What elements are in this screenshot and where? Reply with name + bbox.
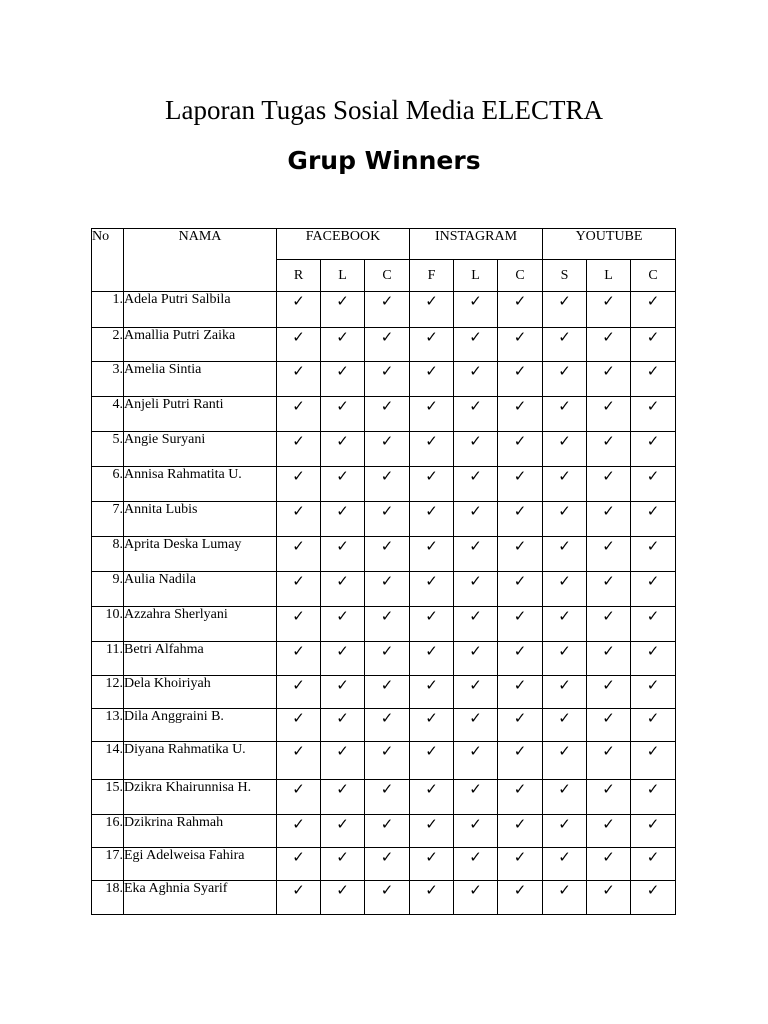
checkmark-icon: ✓ [277,881,321,915]
table-row [92,607,676,642]
row-number: 5. [92,432,124,467]
header-youtube-c: C [631,260,676,292]
checkmark-icon: ✓ [365,362,410,397]
checkmark-icon: ✓ [321,881,365,915]
checkmark-icon: ✓ [365,742,410,780]
checkmark-icon: ✓ [321,537,365,572]
checkmark-icon: ✓ [410,881,454,915]
checkmark-icon: ✓ [587,502,631,537]
header-instagram-c: C [498,260,543,292]
member-name: Betri Alfahma [124,642,277,676]
row-number: 14. [92,742,124,780]
checkmark-icon: ✓ [454,780,498,815]
checkmark-icon: ✓ [454,881,498,915]
checkmark-icon: ✓ [587,607,631,642]
checkmark-icon: ✓ [277,502,321,537]
checkmark-icon: ✓ [454,537,498,572]
checkmark-icon: ✓ [543,815,587,848]
checkmark-icon: ✓ [543,362,587,397]
checkmark-icon: ✓ [454,362,498,397]
table-row [92,502,676,537]
header-facebook-r: R [277,260,321,292]
checkmark-icon: ✓ [365,502,410,537]
checkmark-icon: ✓ [365,709,410,742]
table-row [92,432,676,467]
checkmark-icon: ✓ [321,397,365,432]
checkmark-icon: ✓ [631,502,676,537]
checkmark-icon: ✓ [631,607,676,642]
header-youtube: YOUTUBE [543,229,676,260]
table-row [92,676,676,709]
checkmark-icon: ✓ [365,537,410,572]
checkmark-icon: ✓ [454,642,498,676]
checkmark-icon: ✓ [277,642,321,676]
checkmark-icon: ✓ [543,328,587,362]
member-name: Aulia Nadila [124,572,277,607]
header-instagram-f: F [410,260,454,292]
checkmark-icon: ✓ [543,397,587,432]
member-name: Annisa Rahmatita U. [124,467,277,502]
member-name: Egi Adelweisa Fahira [124,848,277,881]
checkmark-icon: ✓ [410,676,454,709]
checkmark-icon: ✓ [321,362,365,397]
header-facebook-c: C [365,260,410,292]
checkmark-icon: ✓ [321,742,365,780]
header-instagram: INSTAGRAM [410,229,543,260]
checkmark-icon: ✓ [587,397,631,432]
table-row [92,709,676,742]
checkmark-icon: ✓ [410,432,454,467]
checkmark-icon: ✓ [410,709,454,742]
checkmark-icon: ✓ [410,292,454,328]
checkmark-icon: ✓ [277,397,321,432]
checkmark-icon: ✓ [631,328,676,362]
member-name: Eka Aghnia Syarif [124,881,277,915]
checkmark-icon: ✓ [631,572,676,607]
checkmark-icon: ✓ [587,815,631,848]
table-row [92,292,676,328]
checkmark-icon: ✓ [587,676,631,709]
checkmark-icon: ✓ [277,709,321,742]
checkmark-icon: ✓ [543,709,587,742]
checkmark-icon: ✓ [365,642,410,676]
table-row [92,848,676,881]
checkmark-icon: ✓ [410,642,454,676]
checkmark-icon: ✓ [321,607,365,642]
member-name: Dzikra Khairunnisa H. [124,780,277,815]
table-header [92,229,676,292]
checkmark-icon: ✓ [454,572,498,607]
checkmark-icon: ✓ [587,572,631,607]
checkmark-icon: ✓ [277,362,321,397]
row-number: 6. [92,467,124,502]
table-row [92,328,676,362]
checkmark-icon: ✓ [543,742,587,780]
header-facebook: FACEBOOK [277,229,410,260]
checkmark-icon: ✓ [454,742,498,780]
checkmark-icon: ✓ [587,362,631,397]
row-number: 13. [92,709,124,742]
checkmark-icon: ✓ [277,607,321,642]
table-row [92,397,676,432]
checkmark-icon: ✓ [410,397,454,432]
checkmark-icon: ✓ [543,537,587,572]
checkmark-icon: ✓ [543,780,587,815]
checkmark-icon: ✓ [587,328,631,362]
row-number: 11. [92,642,124,676]
checkmark-icon: ✓ [543,848,587,881]
checkmark-icon: ✓ [498,780,543,815]
checkmark-icon: ✓ [631,676,676,709]
checkmark-icon: ✓ [631,848,676,881]
checkmark-icon: ✓ [454,676,498,709]
checkmark-icon: ✓ [321,780,365,815]
member-name: Annita Lubis [124,502,277,537]
checkmark-icon: ✓ [587,467,631,502]
checkmark-icon: ✓ [321,642,365,676]
header-no: No [92,229,124,292]
checkmark-icon: ✓ [277,432,321,467]
checkmark-icon: ✓ [498,292,543,328]
checkmark-icon: ✓ [498,676,543,709]
checkmark-icon: ✓ [410,502,454,537]
table-row [92,881,676,915]
checkmark-icon: ✓ [631,881,676,915]
member-name: Amallia Putri Zaika [124,328,277,362]
checkmark-icon: ✓ [631,467,676,502]
member-name: Adela Putri Salbila [124,292,277,328]
checkmark-icon: ✓ [587,292,631,328]
checkmark-icon: ✓ [410,328,454,362]
checkmark-icon: ✓ [587,642,631,676]
row-number: 9. [92,572,124,607]
checkmark-icon: ✓ [410,607,454,642]
row-number: 8. [92,537,124,572]
checkmark-icon: ✓ [321,676,365,709]
checkmark-icon: ✓ [410,780,454,815]
table-row [92,742,676,780]
checkmark-icon: ✓ [454,397,498,432]
checkmark-icon: ✓ [277,815,321,848]
checkmark-icon: ✓ [365,780,410,815]
checkmark-icon: ✓ [587,881,631,915]
checkmark-icon: ✓ [410,537,454,572]
checkmark-icon: ✓ [543,607,587,642]
checkmark-icon: ✓ [587,848,631,881]
checkmark-icon: ✓ [498,815,543,848]
checkmark-icon: ✓ [410,848,454,881]
checkmark-icon: ✓ [543,676,587,709]
checkmark-icon: ✓ [587,709,631,742]
checkmark-icon: ✓ [321,709,365,742]
table-row [92,467,676,502]
checkmark-icon: ✓ [498,607,543,642]
checkmark-icon: ✓ [277,742,321,780]
checkmark-icon: ✓ [543,467,587,502]
table-body [92,292,676,915]
checkmark-icon: ✓ [277,572,321,607]
table-row [92,572,676,607]
checkmark-icon: ✓ [321,815,365,848]
checkmark-icon: ✓ [498,537,543,572]
checkmark-icon: ✓ [410,572,454,607]
checkmark-icon: ✓ [498,432,543,467]
checkmark-icon: ✓ [277,780,321,815]
row-number: 17. [92,848,124,881]
checkmark-icon: ✓ [410,742,454,780]
row-number: 16. [92,815,124,848]
checkmark-icon: ✓ [365,328,410,362]
document-title: Laporan Tugas Sosial Media ELECTRA [165,95,603,125]
checkmark-icon: ✓ [631,815,676,848]
checkmark-icon: ✓ [365,467,410,502]
header-youtube-l: L [587,260,631,292]
row-number: 1. [92,292,124,328]
checkmark-icon: ✓ [321,572,365,607]
checkmark-icon: ✓ [498,467,543,502]
checkmark-icon: ✓ [498,709,543,742]
checkmark-icon: ✓ [321,848,365,881]
checkmark-icon: ✓ [277,467,321,502]
member-name: Angie Suryani [124,432,277,467]
table-row [92,362,676,397]
checkmark-icon: ✓ [631,780,676,815]
checkmark-icon: ✓ [365,572,410,607]
member-name: Anjeli Putri Ranti [124,397,277,432]
header-youtube-s: S [543,260,587,292]
report-table [91,228,676,915]
row-number: 2. [92,328,124,362]
checkmark-icon: ✓ [365,815,410,848]
checkmark-icon: ✓ [277,848,321,881]
checkmark-icon: ✓ [454,607,498,642]
checkmark-icon: ✓ [543,572,587,607]
checkmark-icon: ✓ [365,292,410,328]
checkmark-icon: ✓ [631,292,676,328]
checkmark-icon: ✓ [454,328,498,362]
member-name: Aprita Deska Lumay [124,537,277,572]
checkmark-icon: ✓ [277,537,321,572]
table-row [92,815,676,848]
checkmark-icon: ✓ [587,742,631,780]
table-row [92,537,676,572]
checkmark-icon: ✓ [321,328,365,362]
table-row [92,780,676,815]
checkmark-icon: ✓ [321,432,365,467]
row-number: 12. [92,676,124,709]
checkmark-icon: ✓ [543,502,587,537]
checkmark-icon: ✓ [543,881,587,915]
checkmark-icon: ✓ [587,537,631,572]
checkmark-icon: ✓ [454,502,498,537]
checkmark-icon: ✓ [321,467,365,502]
checkmark-icon: ✓ [631,742,676,780]
member-name: Dela Khoiriyah [124,676,277,709]
checkmark-icon: ✓ [543,432,587,467]
row-number: 3. [92,362,124,397]
checkmark-icon: ✓ [543,292,587,328]
checkmark-icon: ✓ [631,432,676,467]
checkmark-icon: ✓ [365,607,410,642]
member-name: Diyana Rahmatika U. [124,742,277,780]
row-number: 15. [92,780,124,815]
header-name: NAMA [124,229,277,292]
checkmark-icon: ✓ [498,742,543,780]
checkmark-icon: ✓ [277,292,321,328]
member-name: Amelia Sintia [124,362,277,397]
header-facebook-l: L [321,260,365,292]
checkmark-icon: ✓ [410,467,454,502]
checkmark-icon: ✓ [498,328,543,362]
checkmark-icon: ✓ [498,397,543,432]
checkmark-icon: ✓ [365,881,410,915]
checkmark-icon: ✓ [587,432,631,467]
checkmark-icon: ✓ [365,397,410,432]
checkmark-icon: ✓ [365,676,410,709]
row-number: 18. [92,881,124,915]
checkmark-icon: ✓ [454,848,498,881]
checkmark-icon: ✓ [498,642,543,676]
checkmark-icon: ✓ [365,432,410,467]
checkmark-icon: ✓ [277,328,321,362]
table-row [92,642,676,676]
checkmark-icon: ✓ [631,642,676,676]
member-name: Dila Anggraini B. [124,709,277,742]
checkmark-icon: ✓ [454,815,498,848]
checkmark-icon: ✓ [410,362,454,397]
checkmark-icon: ✓ [454,432,498,467]
checkmark-icon: ✓ [454,709,498,742]
document-subtitle: Grup Winners [287,146,481,175]
row-number: 10. [92,607,124,642]
checkmark-icon: ✓ [498,362,543,397]
checkmark-icon: ✓ [498,881,543,915]
checkmark-icon: ✓ [277,676,321,709]
checkmark-icon: ✓ [454,467,498,502]
checkmark-icon: ✓ [410,815,454,848]
checkmark-icon: ✓ [454,292,498,328]
checkmark-icon: ✓ [365,848,410,881]
row-number: 7. [92,502,124,537]
checkmark-icon: ✓ [587,780,631,815]
checkmark-icon: ✓ [631,537,676,572]
member-name: Dzikrina Rahmah [124,815,277,848]
header-instagram-l: L [454,260,498,292]
checkmark-icon: ✓ [498,502,543,537]
checkmark-icon: ✓ [631,362,676,397]
checkmark-icon: ✓ [321,292,365,328]
member-name: Azzahra Sherlyani [124,607,277,642]
checkmark-icon: ✓ [631,709,676,742]
checkmark-icon: ✓ [498,848,543,881]
checkmark-icon: ✓ [631,397,676,432]
row-number: 4. [92,397,124,432]
checkmark-icon: ✓ [543,642,587,676]
checkmark-icon: ✓ [498,572,543,607]
checkmark-icon: ✓ [321,502,365,537]
